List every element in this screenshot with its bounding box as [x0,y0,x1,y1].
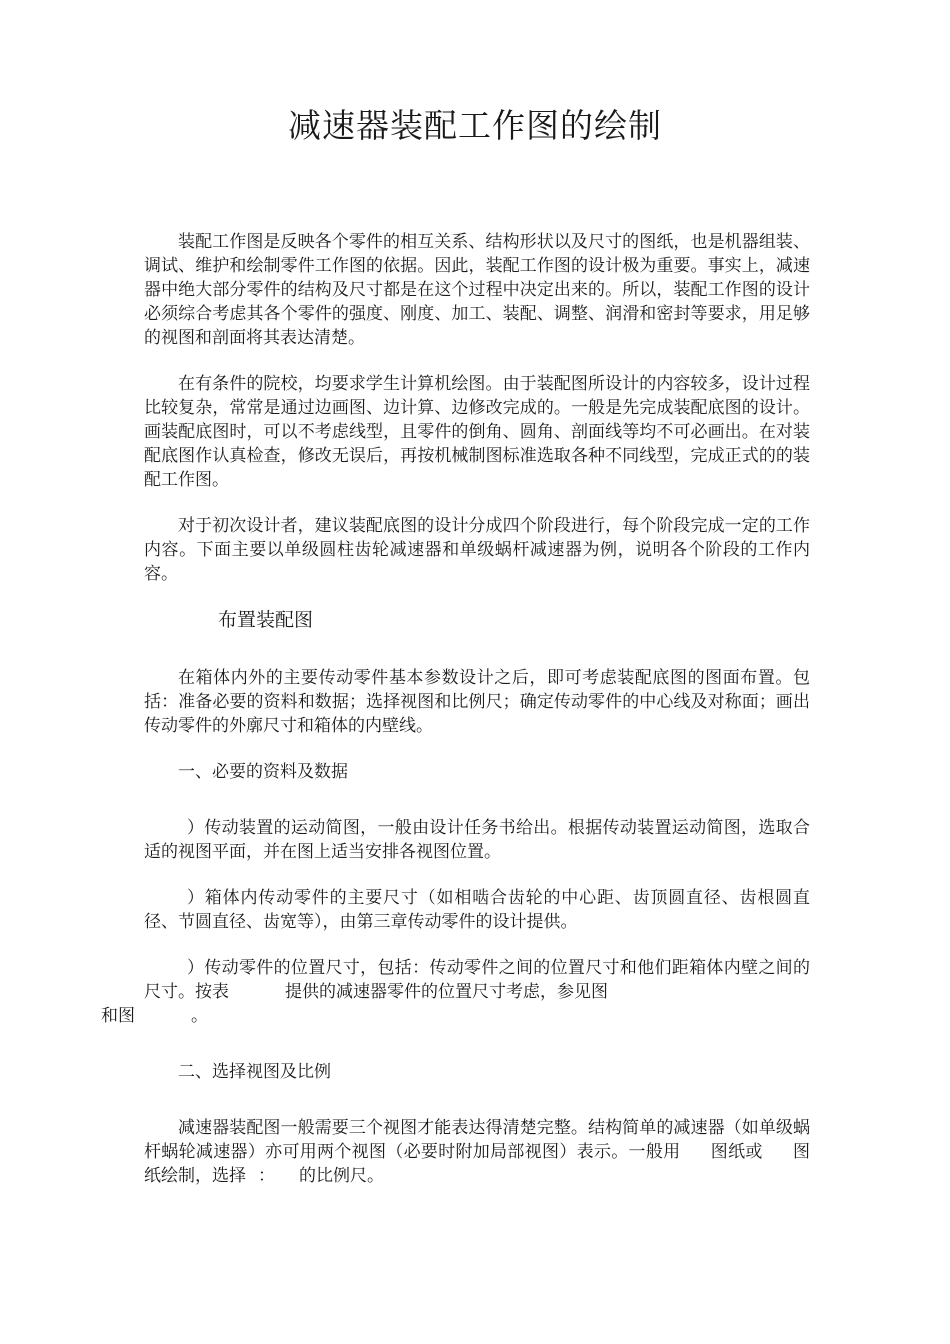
last-paragraph-part3: 图纸绘制，选择 [144,1142,811,1186]
last-paragraph-part2: 图纸或 [710,1142,763,1162]
last-paragraph-part1: 减速器装配图一般需要三个视图才能表达得清楚完整。结构简单的减速器（如单级蜗杆蜗轮减速器）亦可用两个视图（必要时附加局部视图）表示。一般用 [144,1118,810,1162]
list-item-3 [101,956,810,1028]
intro-paragraph-2: 在有条件的院校，均要求学生计算机绘图。由于装配图所设计的内容较多，设计过程比较复杂，常常是通过边画图、边计算、边修改完成的。一般是先完成装配底图的设计。画装配底图时，可以不考虑线型，且零件的倒角、圆角、剖面线等均不可必画出。在对装配底图作认真检查，修改无误后，再按机械制图标准选取各种不同线型，完成正式的的装配工作图。 [144,374,810,490]
last-paragraph-part4: ： [258,1166,275,1186]
last-paragraph [144,1116,810,1188]
list-item-3-part2: 提供的减速器零件的位置尺寸考虑，参见图 [285,982,608,1002]
list-item-2: ）箱体内传动零件的主要尺寸（如相啮合齿轮的中心距、齿顶圆直径、齿根圆直径、节圆直径、齿宽等），由第三章传动零件的设计提供。 [144,888,810,932]
section-paragraph: 在箱体内外的主要传动零件基本参数设计之后，即可考虑装配底图的图面布置。包括：准备必要的资料和数据；选择视图和比例尺；确定传动零件的中心线及对称面；画出传动零件的外廓尺寸和箱体的内壁线。 [144,668,810,736]
subheading-views: 二、选择视图及比例 [178,1062,331,1082]
list-item-3-part4: 。 [191,1006,208,1026]
document-title: 减速器装配工作图的绘制 [288,106,662,145]
document-body [101,230,811,1210]
list-item-3-part3: 和图 [101,1006,135,1026]
section-heading: 布置装配图 [218,609,314,631]
list-item-3-part1: ）传动零件的位置尺寸，包括：传动零件之间的位置尺寸和他们距箱体内壁之间的尺寸。按表 [144,958,810,1002]
intro-paragraph-3: 对于初次设计者，建议装配底图的设计分成四个阶段进行，每个阶段完成一定的工作内容。下面主要以单级圆柱齿轮减速器和单级蜗杆减速器为例，说明各个阶段的工作内容。 [144,516,810,584]
last-paragraph-part5: 的比例尺。 [299,1166,384,1186]
intro-paragraph-1: 装配工作图是反映各个零件的相互关系、结构形状以及尺寸的图纸，也是机器组装、调试、维护和绘制零件工作图的依据。因此，装配工作图的设计极为重要。事实上，减速器中绝大部分零件的结构及尺寸都是在这个过程中决定出来的。所以，装配工作图的设计必须综合考虑其各个零件的强度、刚度、加工、装配、调整、润滑和密封等要求，用足够的视图和剖面将其表达清楚。 [144,232,810,348]
list-item-1: ）传动装置的运动简图，一般由设计任务书给出。根据传动装置运动简图，选取合适的视图平面，并在图上适当安排各视图位置。 [144,818,810,862]
subheading-materials: 一、必要的资料及数据 [178,762,348,782]
